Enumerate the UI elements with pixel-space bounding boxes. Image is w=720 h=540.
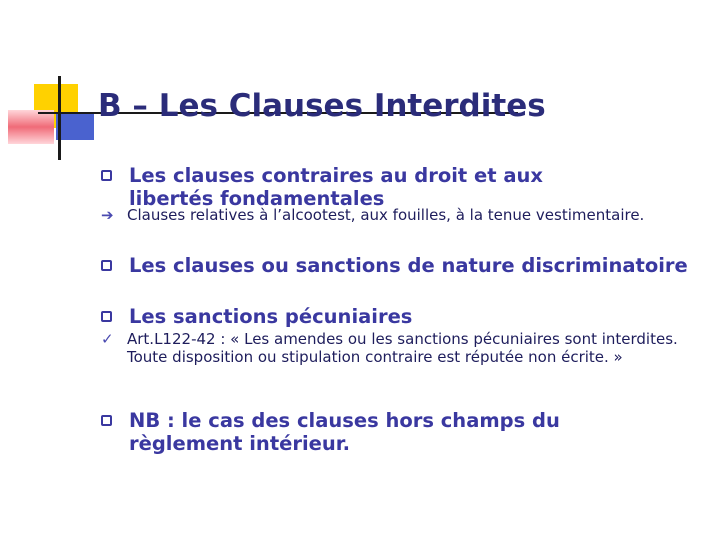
sub-item-article-l122-42 bbox=[101, 331, 691, 366]
square-bullet-icon bbox=[101, 409, 112, 432]
square-bullet-icon bbox=[101, 164, 112, 187]
sub-item-clauses-relatives bbox=[101, 207, 701, 225]
sub-item-text: Clauses relatives à l’alcootest, aux fouilles, à la tenue vestimentaire. bbox=[127, 206, 645, 224]
bullet-text: Les sanctions pécuniaires bbox=[129, 305, 413, 328]
arrow-icon: ➔ bbox=[101, 206, 114, 224]
decorative-red-square bbox=[8, 110, 54, 144]
bullet-text: Les clauses ou sanctions de nature discriminatoire bbox=[129, 254, 688, 277]
square-bullet-icon bbox=[101, 254, 112, 277]
bullet-text: NB : le cas des clauses hors champs du règlement intérieur. bbox=[129, 409, 560, 455]
bullet-item-nb-reglement bbox=[101, 409, 641, 455]
slide-title: B – Les Clauses Interdites bbox=[98, 88, 546, 124]
bullet-item-sanctions-pecuniaires bbox=[101, 305, 701, 328]
decorative-blue-square bbox=[56, 112, 94, 140]
bullet-text: Les clauses contraires au droit et aux libertés fondamentales bbox=[129, 164, 543, 210]
check-icon: ✓ bbox=[101, 330, 114, 348]
sub-item-text: Art.L122-42 : « Les amendes ou les sanctions pécuniaires sont interdites. Toute disposition ou stipulation contraire est réputée non écrite. » bbox=[127, 330, 678, 366]
bullet-item-discriminatoire bbox=[101, 254, 701, 277]
square-bullet-icon bbox=[101, 305, 112, 328]
bullet-item-clauses-contraires bbox=[101, 164, 611, 210]
decorative-vertical-line bbox=[58, 76, 61, 160]
